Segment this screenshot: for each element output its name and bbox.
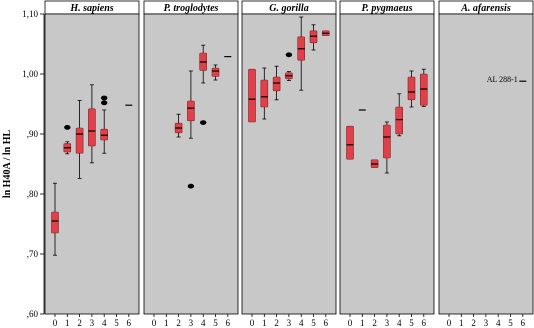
x-tick-label: 2 (77, 318, 82, 328)
x-tick-label: 2 (274, 318, 279, 328)
y-tick-label: ,60 (26, 309, 38, 319)
x-tick-label: 5 (508, 318, 513, 328)
panel-title: A. afarensis (461, 3, 511, 14)
box-whisker (322, 31, 329, 36)
x-tick-label: 4 (495, 318, 501, 328)
x-tick-label: 0 (347, 318, 353, 328)
box-whisker (347, 126, 354, 159)
box-whisker (64, 142, 71, 154)
x-tick-label: 5 (409, 318, 414, 328)
x-tick-label: 5 (114, 318, 119, 328)
box (383, 125, 390, 158)
box (52, 212, 59, 233)
y-tick-label: 1,00 (22, 69, 38, 79)
outlier-point (101, 96, 107, 101)
outlier-point (286, 52, 292, 57)
x-tick-label: 3 (89, 318, 95, 328)
x-tick-label: 4 (396, 318, 402, 328)
x-tick-label: 6 (520, 318, 526, 328)
x-tick-label: 5 (311, 318, 316, 328)
y-tick-label: 1,10 (22, 9, 38, 19)
panel-title: G. gorilla (269, 3, 309, 14)
x-tick-label: 6 (225, 318, 231, 328)
y-tick-label: ,90 (26, 129, 38, 139)
x-tick-label: 0 (446, 318, 452, 328)
panel-plot-area (45, 14, 139, 314)
box (408, 77, 415, 100)
x-tick-label: 4 (101, 318, 107, 328)
x-tick-label: 6 (421, 318, 427, 328)
panel-title: H. sapiens (70, 3, 114, 14)
x-tick-label: 1 (164, 318, 169, 328)
x-tick-label: 0 (249, 318, 255, 328)
box (273, 77, 280, 91)
x-tick-label: 4 (200, 318, 206, 328)
box-whisker (420, 69, 427, 106)
x-tick-label: 1 (459, 318, 464, 328)
panel (144, 1, 238, 328)
x-tick-label: 3 (188, 318, 194, 328)
x-tick-label: 1 (65, 318, 70, 328)
y-tick-label: ,80 (26, 189, 38, 199)
outlier-point (188, 184, 194, 189)
annotation-label: AL 288-1 (486, 75, 518, 84)
panel-plot-area (242, 14, 336, 314)
x-tick-label: 0 (52, 318, 58, 328)
outlier-point (101, 100, 107, 105)
panel-plot-area (439, 14, 533, 314)
box-whisker (249, 69, 256, 122)
outlier-point (64, 125, 70, 130)
panel (340, 1, 434, 328)
y-axis (22, 9, 44, 319)
x-tick-label: 2 (176, 318, 181, 328)
panel-plot-area (144, 14, 238, 314)
x-tick-label: 3 (286, 318, 292, 328)
x-tick-label: 0 (151, 318, 157, 328)
x-tick-label: 1 (360, 318, 365, 328)
box (212, 68, 219, 76)
x-tick-label: 6 (126, 318, 132, 328)
box (261, 80, 268, 107)
x-tick-label: 1 (262, 318, 267, 328)
y-tick-label: ,70 (26, 249, 38, 259)
panel (439, 1, 533, 328)
y-axis-label: ln H40A / ln HL (2, 129, 13, 199)
panel-title: P. troglodytes (163, 3, 219, 14)
box (88, 109, 95, 146)
panel (242, 1, 336, 328)
panel-title: P. pygmaeus (361, 3, 413, 14)
x-tick-label: 6 (323, 318, 329, 328)
x-tick-label: 4 (298, 318, 304, 328)
box (396, 107, 403, 134)
x-tick-label: 2 (471, 318, 476, 328)
x-tick-label: 3 (483, 318, 489, 328)
x-tick-label: 2 (372, 318, 377, 328)
box (76, 128, 83, 153)
box-whisker (371, 160, 378, 168)
box (249, 69, 256, 122)
x-tick-label: 5 (213, 318, 218, 328)
x-tick-label: 3 (384, 318, 390, 328)
box (347, 126, 354, 159)
box (187, 101, 194, 121)
panel (45, 1, 139, 328)
panels (45, 1, 533, 328)
outlier-point (200, 120, 206, 125)
